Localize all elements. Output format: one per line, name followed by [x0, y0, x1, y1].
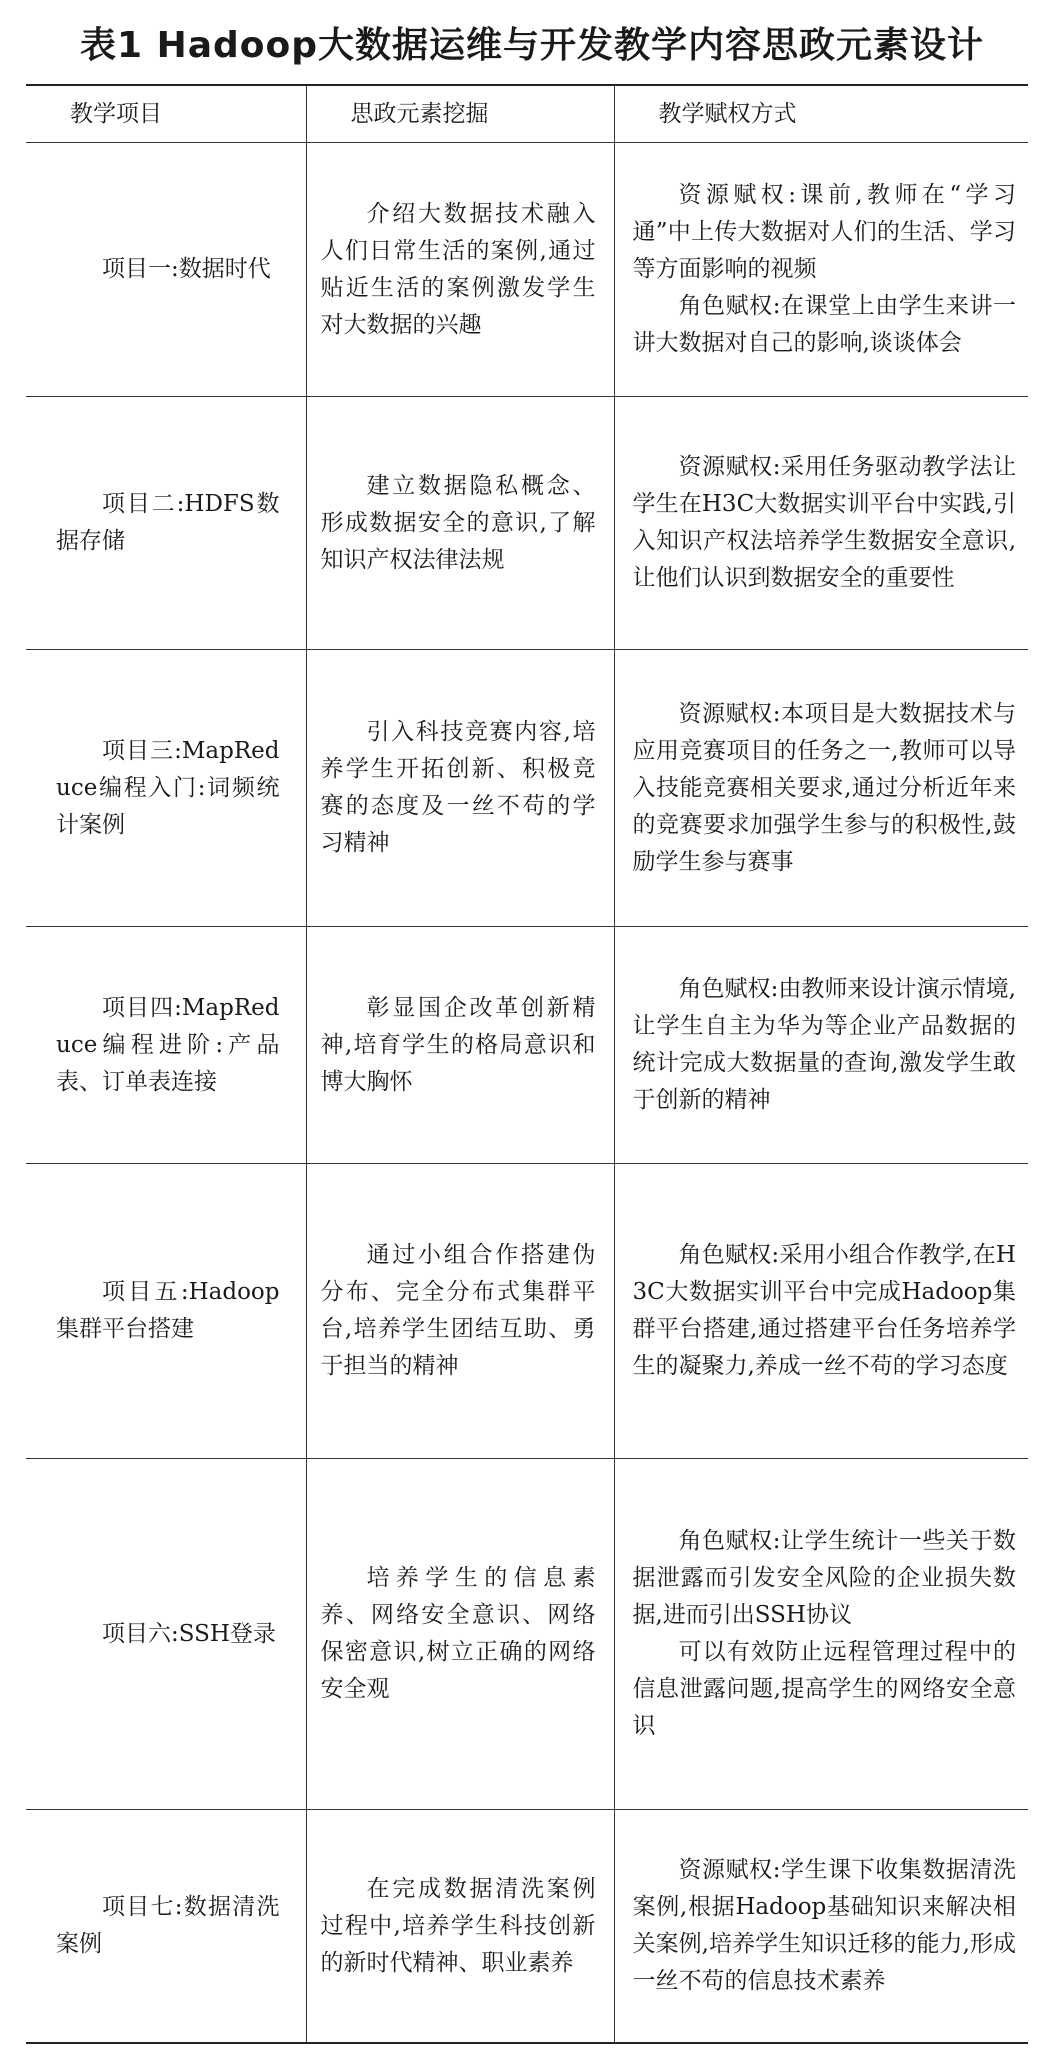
project-cell [26, 1810, 306, 2044]
table-row [26, 1459, 1028, 1810]
element-cell [306, 397, 614, 650]
method-text: 资源赋权:学生课下收集数据清洗案例,根据Hadoop基础知识来解决相关案例,培养学生知识迁移的能力,形成一丝不苟的信息技术素养 [632, 1857, 1016, 1994]
header-teaching-project: 教学项目 [26, 85, 306, 143]
table-row [26, 1810, 1028, 2044]
project-name: 项目二:HDFS数据存储 [56, 491, 280, 554]
element-text: 培养学生的信息素养、网络安全意识、网络保密意识,树立正确的网络安全观 [320, 1565, 596, 1702]
method-cell [614, 397, 1028, 650]
project-name: 项目四:MapReduce编程进阶:产品表、订单表连接 [56, 994, 280, 1095]
method-text: 角色赋权:让学生统计一些关于数据泄露而引发安全风险的企业损失数据,进而引出SSH协议 [632, 1528, 1016, 1628]
element-text: 在完成数据清洗案例过程中,培养学生科技创新的新时代精神、职业素养 [320, 1875, 596, 1976]
table-row [26, 927, 1028, 1164]
element-cell [306, 1164, 614, 1459]
table-row [26, 397, 1028, 650]
project-name: 项目七:数据清洗案例 [56, 1894, 280, 1957]
project-cell [26, 650, 306, 927]
method-cell [614, 650, 1028, 927]
table-row [26, 1164, 1028, 1459]
table-row [26, 650, 1028, 927]
method-cell [614, 1459, 1028, 1810]
element-cell [306, 143, 614, 397]
method-cell [614, 1810, 1028, 2044]
project-name: 项目一:数据时代 [102, 256, 271, 282]
method-text: 角色赋权:在课堂上由学生来讲一讲大数据对自己的影响,谈谈体会 [632, 293, 1016, 356]
table-title: 表1 Hadoop大数据运维与开发教学内容思政元素设计 [79, 24, 984, 66]
header-empowerment-method: 教学赋权方式 [614, 85, 1028, 143]
method-text: 角色赋权:采用小组合作教学,在H3C大数据实训平台中完成Hadoop集群平台搭建,通过搭建平台任务培养学生的凝聚力,养成一丝不苟的学习态度 [632, 1242, 1016, 1379]
method-text: 资源赋权:课前,教师在“学习通”中上传大数据对人们的生活、学习等方面影响的视频 [632, 182, 1016, 282]
project-cell [26, 1459, 306, 1810]
table-header-row [26, 85, 1028, 143]
project-cell [26, 143, 306, 397]
method-text: 资源赋权:采用任务驱动教学法让学生在H3C大数据实训平台中实践,引入知识产权法培养学生数据安全意识,让他们认识到数据安全的重要性 [632, 454, 1016, 591]
method-cell [614, 927, 1028, 1164]
element-cell [306, 1459, 614, 1810]
project-cell [26, 927, 306, 1164]
header-ideological-elements: 思政元素挖掘 [306, 85, 614, 143]
project-name: 项目三:MapReduce编程入门:词频统计案例 [56, 737, 280, 838]
element-cell [306, 927, 614, 1164]
element-cell [306, 650, 614, 927]
method-text: 资源赋权:本项目是大数据技术与应用竞赛项目的任务之一,教师可以导入技能竞赛相关要求,通过分析近年来的竞赛要求加强学生参与的积极性,鼓励学生参与赛事 [632, 700, 1016, 875]
method-text: 可以有效防止远程管理过程中的信息泄露问题,提高学生的网络安全意识 [632, 1639, 1016, 1739]
table-row [26, 143, 1028, 397]
element-text: 建立数据隐私概念、形成数据安全的意识,了解知识产权法律法规 [320, 472, 596, 573]
ideological-design-table [26, 84, 1028, 2044]
element-text: 介绍大数据技术融入人们日常生活的案例,通过贴近生活的案例激发学生对大数据的兴趣 [320, 200, 596, 338]
method-cell [614, 1164, 1028, 1459]
element-text: 引入科技竞赛内容,培养学生开拓创新、积极竞赛的态度及一丝不苟的学习精神 [320, 719, 596, 856]
project-name: 项目六:SSH登录 [102, 1620, 276, 1647]
element-cell [306, 1810, 614, 2044]
element-text: 彰显国企改革创新精神,培育学生的格局意识和博大胸怀 [320, 994, 596, 1095]
method-text: 角色赋权:由教师来设计演示情境,让学生自主为华为等企业产品数据的统计完成大数据量的查询,激发学生敢于创新的精神 [632, 976, 1016, 1113]
method-cell [614, 143, 1028, 397]
element-text: 通过小组合作搭建伪分布、完全分布式集群平台,培养学生团结互助、勇于担当的精神 [320, 1242, 596, 1379]
project-cell [26, 1164, 306, 1459]
project-name: 项目五:Hadoop集群平台搭建 [56, 1279, 280, 1342]
project-cell [26, 397, 306, 650]
